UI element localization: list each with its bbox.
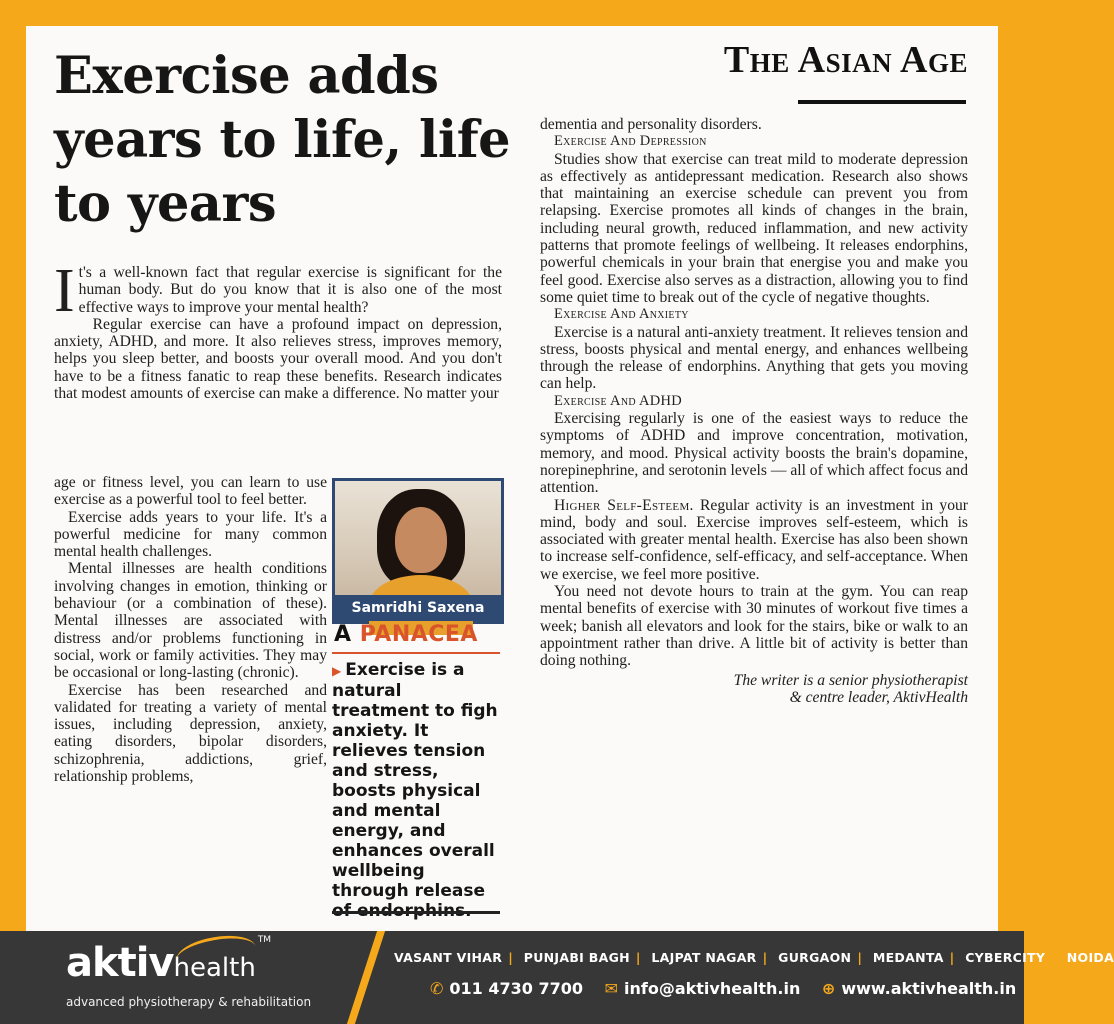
- paragraph-depression: Studies show that exercise can treat mild to moderate depression as effectively as antidepressant medication. Research also shows that maintaining an exercise schedule can prevent you from relapsing. Exercise promotes all kinds of changes in the brain, including neural growth, reduced inflammation, and new activity patterns that promote feelings of wellbeing. It releases endorphins, powerful chemicals in your brain that energise you and make you feel good. Exercise also serves as a distraction, allowing you to find some quiet time to break out of the cycle of negative thoughts.: [540, 150, 968, 306]
- branch-item: CYBERCITY: [965, 950, 1046, 965]
- branch-item: NOIDA: [1066, 950, 1114, 965]
- branch-list: VASANT VIHAR | PUNJABI BAGH | LAJPAT NAGAR | GURGAON | MEDANTA | CYBERCITY | NOIDA: [394, 950, 1114, 965]
- newspaper-clipping: [26, 26, 998, 931]
- phone-icon: ✆: [430, 979, 444, 998]
- footer-banner: [0, 931, 1114, 1024]
- contact-info: [430, 979, 1032, 998]
- phone-contact[interactable]: ✆ 011 4730 7700: [430, 979, 584, 998]
- left-paragraph-continued: age or fitness level, you can learn to use exercise as a powerful tool to feel better.: [54, 474, 327, 509]
- headline: Exercise adds years to life, life to years: [54, 46, 511, 234]
- mail-icon: ✉: [604, 979, 618, 998]
- drop-cap: I: [54, 257, 75, 325]
- paragraph-anxiety: Exercise is a natural anti-anxiety treatment. It relieves tension and stress, boosts physical and mental energy, and enhances wellbeing through the release of endorphins. Anything that gets you moving can help.: [540, 323, 968, 393]
- right-paragraph-continued: dementia and personality disorders.: [540, 116, 762, 133]
- right-column: [540, 116, 968, 706]
- panacea-title: A PANACEA: [334, 622, 478, 647]
- left-paragraph-4: Mental illnesses are health conditions involving changes in emotion, thinking or behaviour (or a combination of these). Mental illnesses are associated with distress and/or problems functioning in social, work or family activities. They may be occasional or long-lasting (chronic).: [54, 560, 327, 682]
- branch-item: MEDANTA: [872, 950, 944, 965]
- branch-item: GURGAON: [778, 950, 852, 965]
- subhead-anxiety: Exercise And Anxiety: [554, 306, 689, 323]
- left-column: [54, 474, 327, 785]
- paragraph-adhd: Exercising regularly is one of the easiest ways to reduce the symptoms of ADHD and improve concentration, motivation, memory, and mood. Physical activity boosts the brain's dopamine, norepinephrine, and serotonin levels — all of which affect focus and attention.: [540, 410, 968, 497]
- aktivhealth-logo: aktivhealth™: [66, 935, 336, 991]
- bullet-icon: ▶: [332, 664, 342, 678]
- left-paragraph-3: Exercise adds years to your life. It's a powerful medicine for many common mental health challenges.: [54, 508, 327, 561]
- subhead-self-esteem: Higher Self-Esteem.: [554, 496, 694, 514]
- email-contact[interactable]: ✉ info@aktivhealth.in: [604, 979, 801, 998]
- subhead-depression: Exercise And Depression: [554, 133, 707, 150]
- author-photo: [332, 478, 504, 624]
- photo-face: [395, 507, 447, 573]
- paragraph-self-esteem: Higher Self-Esteem. Regular activity is an investment in your mind, body and soul. Exercise improves self-esteem, which is associated with greater mental health. Exercise has also been shown to increase self-confidence, self-efficacy, and self-acceptance. When we exercise, we feel more positive.: [540, 496, 968, 583]
- paragraph-final: You need not devote hours to train at the gym. You can reap mental benefits of exercise with 30 minutes of workout five times a week; banish all elevators and look for the stairs, bike or walk to an appointment rather than drive. A little bit of activity is better than doing nothing.: [540, 583, 968, 670]
- left-paragraph-5: Exercise has been researched and validated for treating a variety of mental issues, including depression, anxiety, eating disorders, bipolar disorders, schizophrenia, addictions, grief, relationship problems,: [54, 681, 327, 786]
- globe-icon: ⊕: [821, 979, 836, 998]
- masthead: The Asian Age: [723, 39, 968, 81]
- branch-item: PUNJABI BAGH: [523, 950, 630, 965]
- branch-item: VASANT VIHAR: [394, 950, 503, 965]
- branch-item: LAJPAT NAGAR: [651, 950, 757, 965]
- intro-text: [54, 257, 502, 403]
- intro-paragraph-2: Regular exercise can have a profound impact on depression, anxiety, ADHD, and more. It also relieves stress, improves memory, helps you sleep better, and boosts your overall mood. And you don't have to be a fitness fanatic to reap these benefits. Research indicates that modest amounts of exercise can make a difference. No matter your: [54, 315, 502, 403]
- subhead-adhd: Exercise And ADHD: [554, 392, 683, 409]
- panacea-bottom-rule: [332, 911, 500, 914]
- author-byline: The writer is a senior physiotherapist & centre leader, AktivHealth: [733, 671, 968, 706]
- panacea-rule: [332, 652, 500, 654]
- logo-tagline: advanced physiotherapy & rehabilitation: [66, 995, 312, 1009]
- panacea-callout: [332, 660, 504, 921]
- intro-paragraph-1: It's a well-known fact that regular exercise is significant for the human body. But do you know that it is also one of the most effective ways to improve your mental health?: [54, 257, 502, 325]
- footer-divider: [347, 931, 385, 1024]
- panacea-text: Exercise is a natural treatment to figh anxiety. It relieves tension and stress, boosts physical and mental energy, and enhances overall wellbeing through release: [332, 660, 498, 901]
- masthead-rule: [798, 100, 966, 104]
- photo-caption: Samridhi Saxena: [335, 595, 501, 621]
- website-link[interactable]: ⊕ www.aktivhealth.in: [821, 979, 1017, 998]
